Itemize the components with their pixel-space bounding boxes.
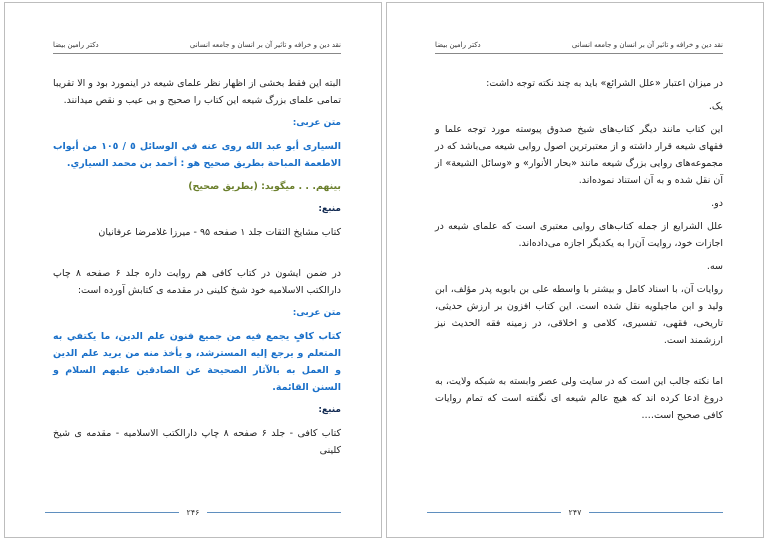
footer-rule xyxy=(427,512,561,513)
paragraph: اما نکته جالب این است که در سایت ولی عصر وابسته به شبکه ولایت، به دروغ ادعا کرده اند که هیچ عالم شیعه ای نگفته است که تمام روایات کافی صحیح است…. xyxy=(435,376,723,421)
list-label: سه. xyxy=(706,261,723,272)
source-citation: کتاب مشایخ الثقات جلد ۱ صفحه ۹۵ - میرزا غلامرضا عرفانیان xyxy=(98,227,341,238)
header-book-title: نقد دین و خرافه و تاثیر آن بر انسان و جامعه انسانی xyxy=(571,41,723,49)
header-book-title: نقد دین و خرافه و تاثیر آن بر انسان و جامعه انسانی xyxy=(189,41,341,49)
paragraph: البته این فقط بخشی از اظهار نظر علمای شیعه در اینمورد بود و الا تقریبا تمامی علمای بزرگ شیعه این کتاب را صحیح و بی عیب و نقص میدانند. xyxy=(53,78,341,106)
page-body xyxy=(53,75,341,465)
paragraph: در میزان اعتبار «علل الشرائع» باید به چند نکته توجه داشت: xyxy=(486,78,723,89)
paragraph: علل الشرایع از جمله کتاب‌های روایی معتبری است که علمای شیعه در اجازات خود، روایت آن‌را به یکدیگر اجازه می‌داده‌اند. xyxy=(435,221,723,249)
header-author: دکتر رامین بیضا xyxy=(435,41,481,49)
page-number: ۲۴۶ xyxy=(186,508,200,517)
page-body xyxy=(435,75,723,430)
right-page xyxy=(386,2,764,538)
arabic-text-heading: متن عربی: xyxy=(292,308,341,318)
page-header xyxy=(53,41,341,49)
paragraph: این کتاب مانند دیگر کتاب‌های شیخ صدوق پیوسته مورد توجه علما و فقهای شیعه قرار داشته و از معتبرترین اصول روایی شیعه می‌باشد که در مجموعه‌های روایی بزرگ شیعه مانند «بحار الأنوار» و «وسائل الشیعة» از آن نقل شده و به آن استناد نموده‌اند. xyxy=(435,124,723,186)
page-number: ۲۴۷ xyxy=(568,508,582,517)
source-heading: منبع: xyxy=(318,405,341,415)
paragraph: در ضمن ایشون در کتاب کافی هم روایت داره جلد ۶ صفحه ۸ چاپ دارالکتب الاسلامیه خود شیخ کلینی در مقدمه ی کتابش آورده است: xyxy=(53,268,342,296)
source-citation: کتاب کافی - جلد ۶ صفحه ۸ چاپ دارالکتب الاسلامیه - مقدمه ی شیخ کلینی xyxy=(53,428,341,456)
page-header xyxy=(435,41,723,49)
page-footer xyxy=(427,508,723,517)
left-page xyxy=(4,2,382,538)
list-label: یک. xyxy=(708,101,723,112)
arabic-quote: السیاری أبو عبد الله روى عنه في الوسائل ٥ / ١٠٥ من أبواب الاطعمة المباحة بطريق صحيح هو : أحمد بن محمد السياري. xyxy=(53,141,341,169)
arabic-quote: كتاب كافٍ يجمع فيه من جميع فنون علم الدين، ما يكتفي به المتعلم و يرجع إليه المسترشد، و يأخذ منه من يريد علم الدين و العمل به بالآثار الصحيحة عن الصادقين عليهم السلام و السنن القائمة. xyxy=(53,331,341,393)
paragraph: روایات آن، با اسناد کامل و بیشتر با واسطه علی بن بابویه پدر مؤلف، ابن ولید و ابن ماجیلویه نقل شده است. این کتاب افزون بر ارزش حدیثی، تاریخی، فقهی، تفسیری، کلامی و اخلاقی، در زمینه فقه الحدیث نیز ارزشمند است. xyxy=(435,284,723,346)
arabic-text-heading: متن عربی: xyxy=(292,118,341,128)
source-heading: منبع: xyxy=(318,204,341,214)
header-author: دکتر رامین بیضا xyxy=(53,41,99,49)
footer-rule xyxy=(589,512,723,513)
page-footer xyxy=(45,508,341,517)
arabic-quote-highlight: بينهم. . . ميگويد: (بطريق صحيح) xyxy=(188,181,341,192)
header-rule xyxy=(435,53,723,54)
footer-rule xyxy=(207,512,341,513)
list-label: دو. xyxy=(711,198,723,209)
header-rule xyxy=(53,53,341,54)
footer-rule xyxy=(45,512,179,513)
